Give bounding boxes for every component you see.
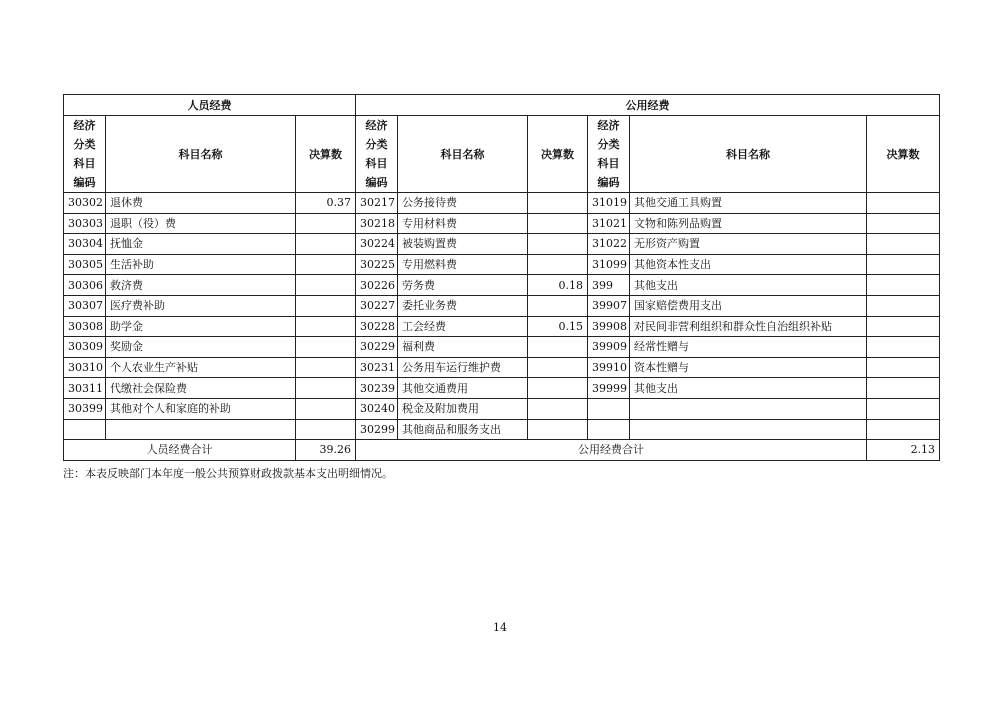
name-cell: 专用燃料费 [398,254,528,275]
total-row [64,440,940,461]
amount-cell [867,398,940,419]
code-header-line: 经济 [73,119,96,132]
code-cell: 39908 [588,316,630,337]
code-cell: 30309 [64,337,106,358]
name-cell: 救济费 [106,275,296,296]
name-cell: 公务接待费 [398,193,528,214]
code-cell: 30239 [356,378,398,399]
code-cell: 30231 [356,357,398,378]
name-cell: 生活补助 [106,254,296,275]
name-cell: 税金及附加费用 [398,398,528,419]
amount-cell [296,398,356,419]
code-cell: 30227 [356,295,398,316]
code-header [588,116,630,193]
amount-cell [296,275,356,296]
name-header: 科目名称 [398,116,528,193]
amount-cell [296,337,356,358]
name-cell: 对民间非营利组织和群众性自治组织补贴 [630,316,867,337]
amount-cell [867,213,940,234]
code-cell: 30303 [64,213,106,234]
amount-cell [867,254,940,275]
amount-cell: 0.37 [296,193,356,214]
amount-cell [528,378,588,399]
table-row [64,337,940,358]
table-row [64,398,940,419]
amount-header: 决算数 [528,116,588,193]
table-row [64,254,940,275]
public-total-label: 公用经费合计 [356,440,867,461]
group-header-row [64,95,940,116]
code-header-line: 编码 [365,176,388,189]
amount-cell [296,295,356,316]
name-cell: 劳务费 [398,275,528,296]
table-row [64,295,940,316]
code-cell: 30224 [356,234,398,255]
code-cell: 30307 [64,295,106,316]
code-cell: 30304 [64,234,106,255]
expenditure-table [63,94,940,461]
code-cell: 30305 [64,254,106,275]
table-row [64,213,940,234]
amount-cell: 0.15 [528,316,588,337]
code-cell: 30240 [356,398,398,419]
code-cell: 39999 [588,378,630,399]
group-public-header: 公用经费 [356,95,940,116]
amount-cell [867,234,940,255]
amount-cell [867,193,940,214]
code-cell [588,419,630,440]
name-cell: 国家赔偿费用支出 [630,295,867,316]
name-cell: 经常性赠与 [630,337,867,358]
public-total-amount: 2.13 [867,440,940,461]
amount-cell [867,316,940,337]
code-header-line: 分类 [597,138,620,151]
code-cell: 30311 [64,378,106,399]
code-cell: 31019 [588,193,630,214]
code-cell [64,419,106,440]
amount-header: 决算数 [867,116,940,193]
group-personnel-header: 人员经费 [64,95,356,116]
name-cell: 退职（役）费 [106,213,296,234]
amount-cell [528,213,588,234]
code-header-line: 编码 [597,176,620,189]
code-cell: 30306 [64,275,106,296]
name-cell: 其他对个人和家庭的补助 [106,398,296,419]
code-cell: 30218 [356,213,398,234]
code-cell: 30226 [356,275,398,296]
column-header-row [64,116,940,193]
code-header-line: 科目 [73,157,96,170]
code-header-line: 科目 [597,157,620,170]
personnel-total-label: 人员经费合计 [64,440,296,461]
code-cell: 30225 [356,254,398,275]
code-header [356,116,398,193]
amount-cell [528,398,588,419]
code-header-line: 分类 [73,138,96,151]
amount-cell [296,357,356,378]
amount-cell [528,337,588,358]
name-cell [106,419,296,440]
name-cell: 文物和陈列品购置 [630,213,867,234]
amount-cell [867,295,940,316]
name-cell: 代缴社会保险费 [106,378,296,399]
amount-cell [528,234,588,255]
name-cell [630,398,867,419]
name-cell: 助学金 [106,316,296,337]
amount-cell [296,213,356,234]
name-cell [630,419,867,440]
code-cell: 39910 [588,357,630,378]
name-cell: 退休费 [106,193,296,214]
code-cell: 31022 [588,234,630,255]
code-header-line: 编码 [73,176,96,189]
code-cell: 30302 [64,193,106,214]
name-cell: 无形资产购置 [630,234,867,255]
name-cell: 其他支出 [630,378,867,399]
name-cell: 其他支出 [630,275,867,296]
code-cell: 39907 [588,295,630,316]
table-row [64,357,940,378]
table-note: 注：本表反映部门本年度一般公共预算财政拨款基本支出明细情况。 [63,467,393,480]
amount-header: 决算数 [296,116,356,193]
name-cell: 医疗费补助 [106,295,296,316]
name-cell: 抚恤金 [106,234,296,255]
amount-cell [296,254,356,275]
code-header [64,116,106,193]
code-cell: 30399 [64,398,106,419]
name-cell: 专用材料费 [398,213,528,234]
page-number: 14 [493,621,507,634]
amount-cell [867,357,940,378]
name-cell: 资本性赠与 [630,357,867,378]
code-cell: 39909 [588,337,630,358]
code-header-line: 经济 [365,119,388,132]
amount-cell [296,419,356,440]
code-cell: 30299 [356,419,398,440]
amount-cell [528,419,588,440]
code-cell [588,398,630,419]
amount-cell [296,316,356,337]
amount-cell [296,378,356,399]
name-header: 科目名称 [630,116,867,193]
table-row [64,275,940,296]
amount-cell [867,378,940,399]
amount-cell [867,275,940,296]
amount-cell [528,254,588,275]
code-cell: 30229 [356,337,398,358]
name-cell: 其他资本性支出 [630,254,867,275]
amount-cell [528,295,588,316]
code-header-line: 经济 [597,119,620,132]
code-cell: 30308 [64,316,106,337]
name-cell: 公务用车运行维护费 [398,357,528,378]
code-cell: 30217 [356,193,398,214]
amount-cell [296,234,356,255]
code-header-line: 分类 [365,138,388,151]
name-cell: 被装购置费 [398,234,528,255]
amount-cell: 0.18 [528,275,588,296]
name-cell: 奖励金 [106,337,296,358]
name-cell: 福利费 [398,337,528,358]
table-row [64,193,940,214]
name-cell: 其他交通费用 [398,378,528,399]
code-cell: 31021 [588,213,630,234]
personnel-total-amount: 39.26 [296,440,356,461]
code-header-line: 科目 [365,157,388,170]
table-row [64,419,940,440]
name-cell: 其他商品和服务支出 [398,419,528,440]
table-row [64,316,940,337]
amount-cell [528,357,588,378]
name-cell: 个人农业生产补贴 [106,357,296,378]
amount-cell [867,337,940,358]
amount-cell [867,419,940,440]
code-cell: 30310 [64,357,106,378]
amount-cell [528,193,588,214]
name-header: 科目名称 [106,116,296,193]
name-cell: 其他交通工具购置 [630,193,867,214]
name-cell: 工会经费 [398,316,528,337]
code-cell: 31099 [588,254,630,275]
table-row [64,378,940,399]
code-cell: 30228 [356,316,398,337]
table-row [64,234,940,255]
code-cell: 399 [588,275,630,296]
name-cell: 委托业务费 [398,295,528,316]
